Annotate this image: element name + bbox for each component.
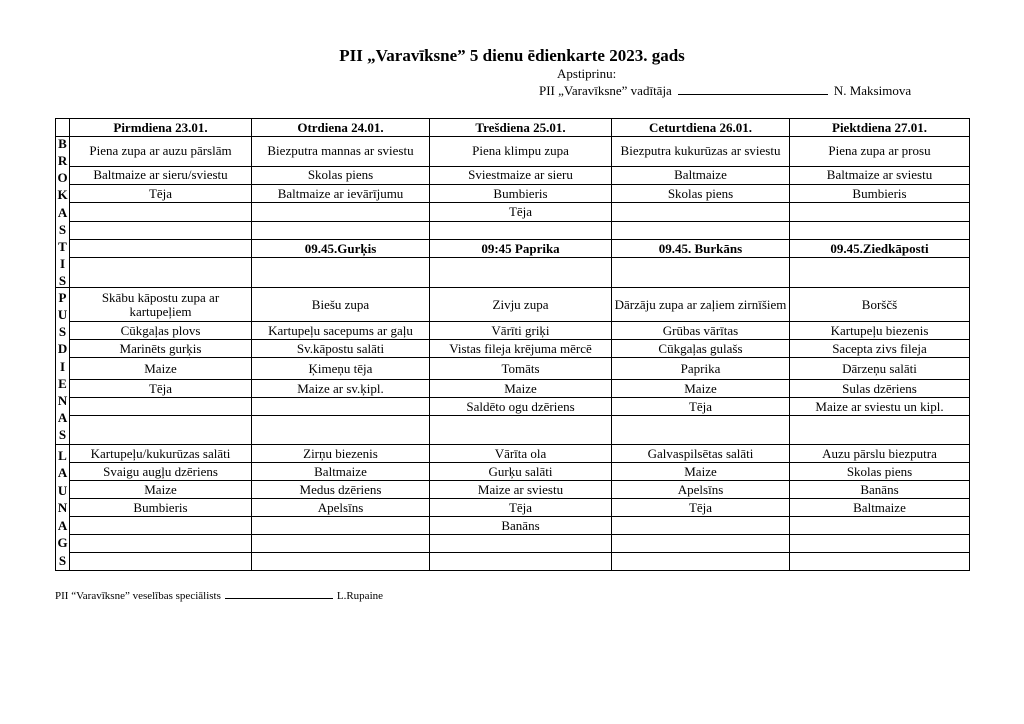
table-cell: Tēja — [612, 398, 790, 416]
table-cell — [790, 416, 970, 445]
table-cell — [70, 258, 252, 288]
table-cell: Baltmaize — [252, 463, 430, 481]
table-cell — [430, 553, 612, 571]
day-header: Piektdiena 27.01. — [790, 119, 970, 137]
table-cell — [790, 258, 970, 288]
menu-table — [55, 118, 970, 571]
table-cell: Borščš — [790, 288, 970, 322]
table-cell: Maize ar sviestu — [430, 481, 612, 499]
day-header: Ceturtdiena 26.01. — [612, 119, 790, 137]
table-cell: Tēja — [70, 184, 252, 202]
table-cell: Grūbas vārītas — [612, 322, 790, 340]
table-cell: Skābu kāpostu zupa ar kartupeļiem — [70, 288, 252, 322]
table-cell: Tēja — [430, 499, 612, 517]
table-cell: Bumbieris — [790, 184, 970, 202]
table-cell: 09.45. Burkāns — [612, 240, 790, 258]
table-cell: Maize — [70, 481, 252, 499]
table-cell: Tēja — [612, 499, 790, 517]
table-cell: Apelsīns — [612, 481, 790, 499]
table-cell — [70, 416, 252, 445]
table-row — [56, 340, 970, 358]
table-cell — [612, 416, 790, 445]
table-cell: 09.45.Ziedkāposti — [790, 240, 970, 258]
table-row — [56, 416, 970, 445]
day-header: Otrdiena 24.01. — [252, 119, 430, 137]
table-cell — [790, 535, 970, 553]
table-cell: Maize ar sv.ķipl. — [252, 380, 430, 398]
table-cell — [790, 203, 970, 221]
table-row — [56, 166, 970, 184]
table-row — [56, 463, 970, 481]
table-cell: 09.45.Gurķis — [252, 240, 430, 258]
table-cell — [70, 240, 252, 258]
signature-line — [678, 84, 828, 95]
table-cell: Paprika — [612, 358, 790, 380]
table-cell: Banāns — [430, 517, 612, 535]
table-cell: Sv.kāpostu salāti — [252, 340, 430, 358]
table-cell — [70, 553, 252, 571]
table-cell: Sviestmaize ar sieru — [430, 166, 612, 184]
approval-name: N. Maksimova — [833, 83, 912, 98]
table-cell — [70, 398, 252, 416]
table-row — [56, 240, 970, 258]
table-row — [56, 553, 970, 571]
page-title: PII „Varavīksne” 5 dienu ēdienkarte 2023. gads — [339, 46, 685, 65]
table-cell: Vārīta ola — [430, 445, 612, 463]
table-cell: Dārzeņu salāti — [790, 358, 970, 380]
table-cell: Piena zupa ar prosu — [790, 137, 970, 167]
table-cell: Piena zupa ar auzu pārslām — [70, 137, 252, 167]
table-cell: Kartupeļu biezenis — [790, 322, 970, 340]
table-cell: Biezputra mannas ar sviestu — [252, 137, 430, 167]
header-row — [56, 119, 970, 137]
table-cell — [612, 553, 790, 571]
table-cell — [252, 416, 430, 445]
table-cell: Bumbieris — [70, 499, 252, 517]
table-row — [56, 380, 970, 398]
section-breakfast-label: B R O K A S T I S — [57, 136, 68, 288]
footer-name: L.Rupaine — [336, 590, 384, 602]
corner-cell — [56, 119, 70, 137]
approval-label: Apstiprinu: — [557, 66, 617, 81]
table-cell — [790, 221, 970, 239]
table-cell: Sacepta zivs fileja — [790, 340, 970, 358]
table-cell: Cūkgaļas plovs — [70, 322, 252, 340]
table-cell: Baltmaize ar ievārījumu — [252, 184, 430, 202]
table-cell — [252, 398, 430, 416]
table-row — [56, 322, 970, 340]
section-snack-label: L A U N A G S — [56, 445, 70, 571]
table-cell: Tomāts — [430, 358, 612, 380]
table-cell: Ķimeņu tēja — [252, 358, 430, 380]
table-cell: Zivju zupa — [430, 288, 612, 322]
table-cell: Baltmaize ar sieru/sviestu — [70, 166, 252, 184]
table-cell: Maize — [612, 380, 790, 398]
table-cell: Maize ar sviestu un kipl. — [790, 398, 970, 416]
table-cell: Skolas piens — [612, 184, 790, 202]
table-cell: Banāns — [790, 481, 970, 499]
table-cell: Medus dzēriens — [252, 481, 430, 499]
table-cell: Vistas fileja krējuma mērcē — [430, 340, 612, 358]
day-header: Trešdiena 25.01. — [430, 119, 612, 137]
table-cell — [430, 535, 612, 553]
table-cell: Baltmaize — [790, 499, 970, 517]
table-row — [56, 288, 970, 322]
day-header: Pirmdiena 23.01. — [70, 119, 252, 137]
table-cell: Biezputra kukurūzas ar sviestu — [612, 137, 790, 167]
table-row — [56, 258, 970, 288]
table-cell — [612, 258, 790, 288]
table-cell — [252, 553, 430, 571]
table-cell: Skolas piens — [790, 463, 970, 481]
footer-signature — [55, 589, 383, 602]
table-cell — [430, 258, 612, 288]
table-row — [56, 358, 970, 380]
table-cell — [70, 221, 252, 239]
table-cell: Cūkgaļas gulašs — [612, 340, 790, 358]
approval-role: PII „Varavīksne” vadītāja — [539, 83, 672, 98]
table-cell — [252, 517, 430, 535]
table-cell — [790, 517, 970, 535]
approval-signature — [539, 83, 911, 99]
table-cell: Dārzāju zupa ar zaļiem zirnīšiem — [612, 288, 790, 322]
table-row — [56, 203, 970, 221]
table-row — [56, 184, 970, 202]
table-row — [56, 137, 970, 167]
table-cell: Auzu pārslu biezputra — [790, 445, 970, 463]
table-cell: Saldēto ogu dzēriens — [430, 398, 612, 416]
signature-line — [225, 589, 333, 599]
table-cell — [612, 517, 790, 535]
table-cell: Maize — [612, 463, 790, 481]
table-row — [56, 445, 970, 463]
table-cell — [612, 221, 790, 239]
table-cell — [252, 535, 430, 553]
table-cell: Maize — [430, 380, 612, 398]
table-cell: Skolas piens — [252, 166, 430, 184]
table-cell — [252, 221, 430, 239]
table-cell — [252, 203, 430, 221]
table-cell: Tēja — [70, 380, 252, 398]
table-cell — [70, 517, 252, 535]
table-cell: Kartupeļu/kukurūzas salāti — [70, 445, 252, 463]
table-cell — [252, 258, 430, 288]
table-cell: Galvaspilsētas salāti — [612, 445, 790, 463]
table-cell: Sulas dzēriens — [790, 380, 970, 398]
table-row — [56, 481, 970, 499]
section-lunch-label: P U S D I E N A S — [56, 288, 70, 445]
table-cell — [70, 535, 252, 553]
table-cell: Marinēts gurķis — [70, 340, 252, 358]
table-cell: 09:45 Paprika — [430, 240, 612, 258]
table-row — [56, 499, 970, 517]
table-cell: Piena klimpu zupa — [430, 137, 612, 167]
table-cell — [790, 553, 970, 571]
table-cell: Kartupeļu sacepums ar gaļu — [252, 322, 430, 340]
table-cell — [70, 203, 252, 221]
table-cell — [430, 221, 612, 239]
table-cell — [612, 203, 790, 221]
table-row — [56, 221, 970, 239]
table-row — [56, 398, 970, 416]
table-cell: Svaigu augļu dzēriens — [70, 463, 252, 481]
table-cell: Biešu zupa — [252, 288, 430, 322]
table-cell: Zirņu biezenis — [252, 445, 430, 463]
footer-role: PII “Varavīksne” veselības speciālists — [55, 590, 221, 602]
table-cell: Tēja — [430, 203, 612, 221]
table-cell — [430, 416, 612, 445]
table-cell: Bumbieris — [430, 184, 612, 202]
table-cell — [612, 535, 790, 553]
table-cell: Gurķu salāti — [430, 463, 612, 481]
table-cell: Baltmaize — [612, 166, 790, 184]
table-cell: Vārīti griķi — [430, 322, 612, 340]
table-cell: Baltmaize ar sviestu — [790, 166, 970, 184]
table-row — [56, 535, 970, 553]
table-cell: Apelsīns — [252, 499, 430, 517]
table-row — [56, 517, 970, 535]
table-cell: Maize — [70, 358, 252, 380]
